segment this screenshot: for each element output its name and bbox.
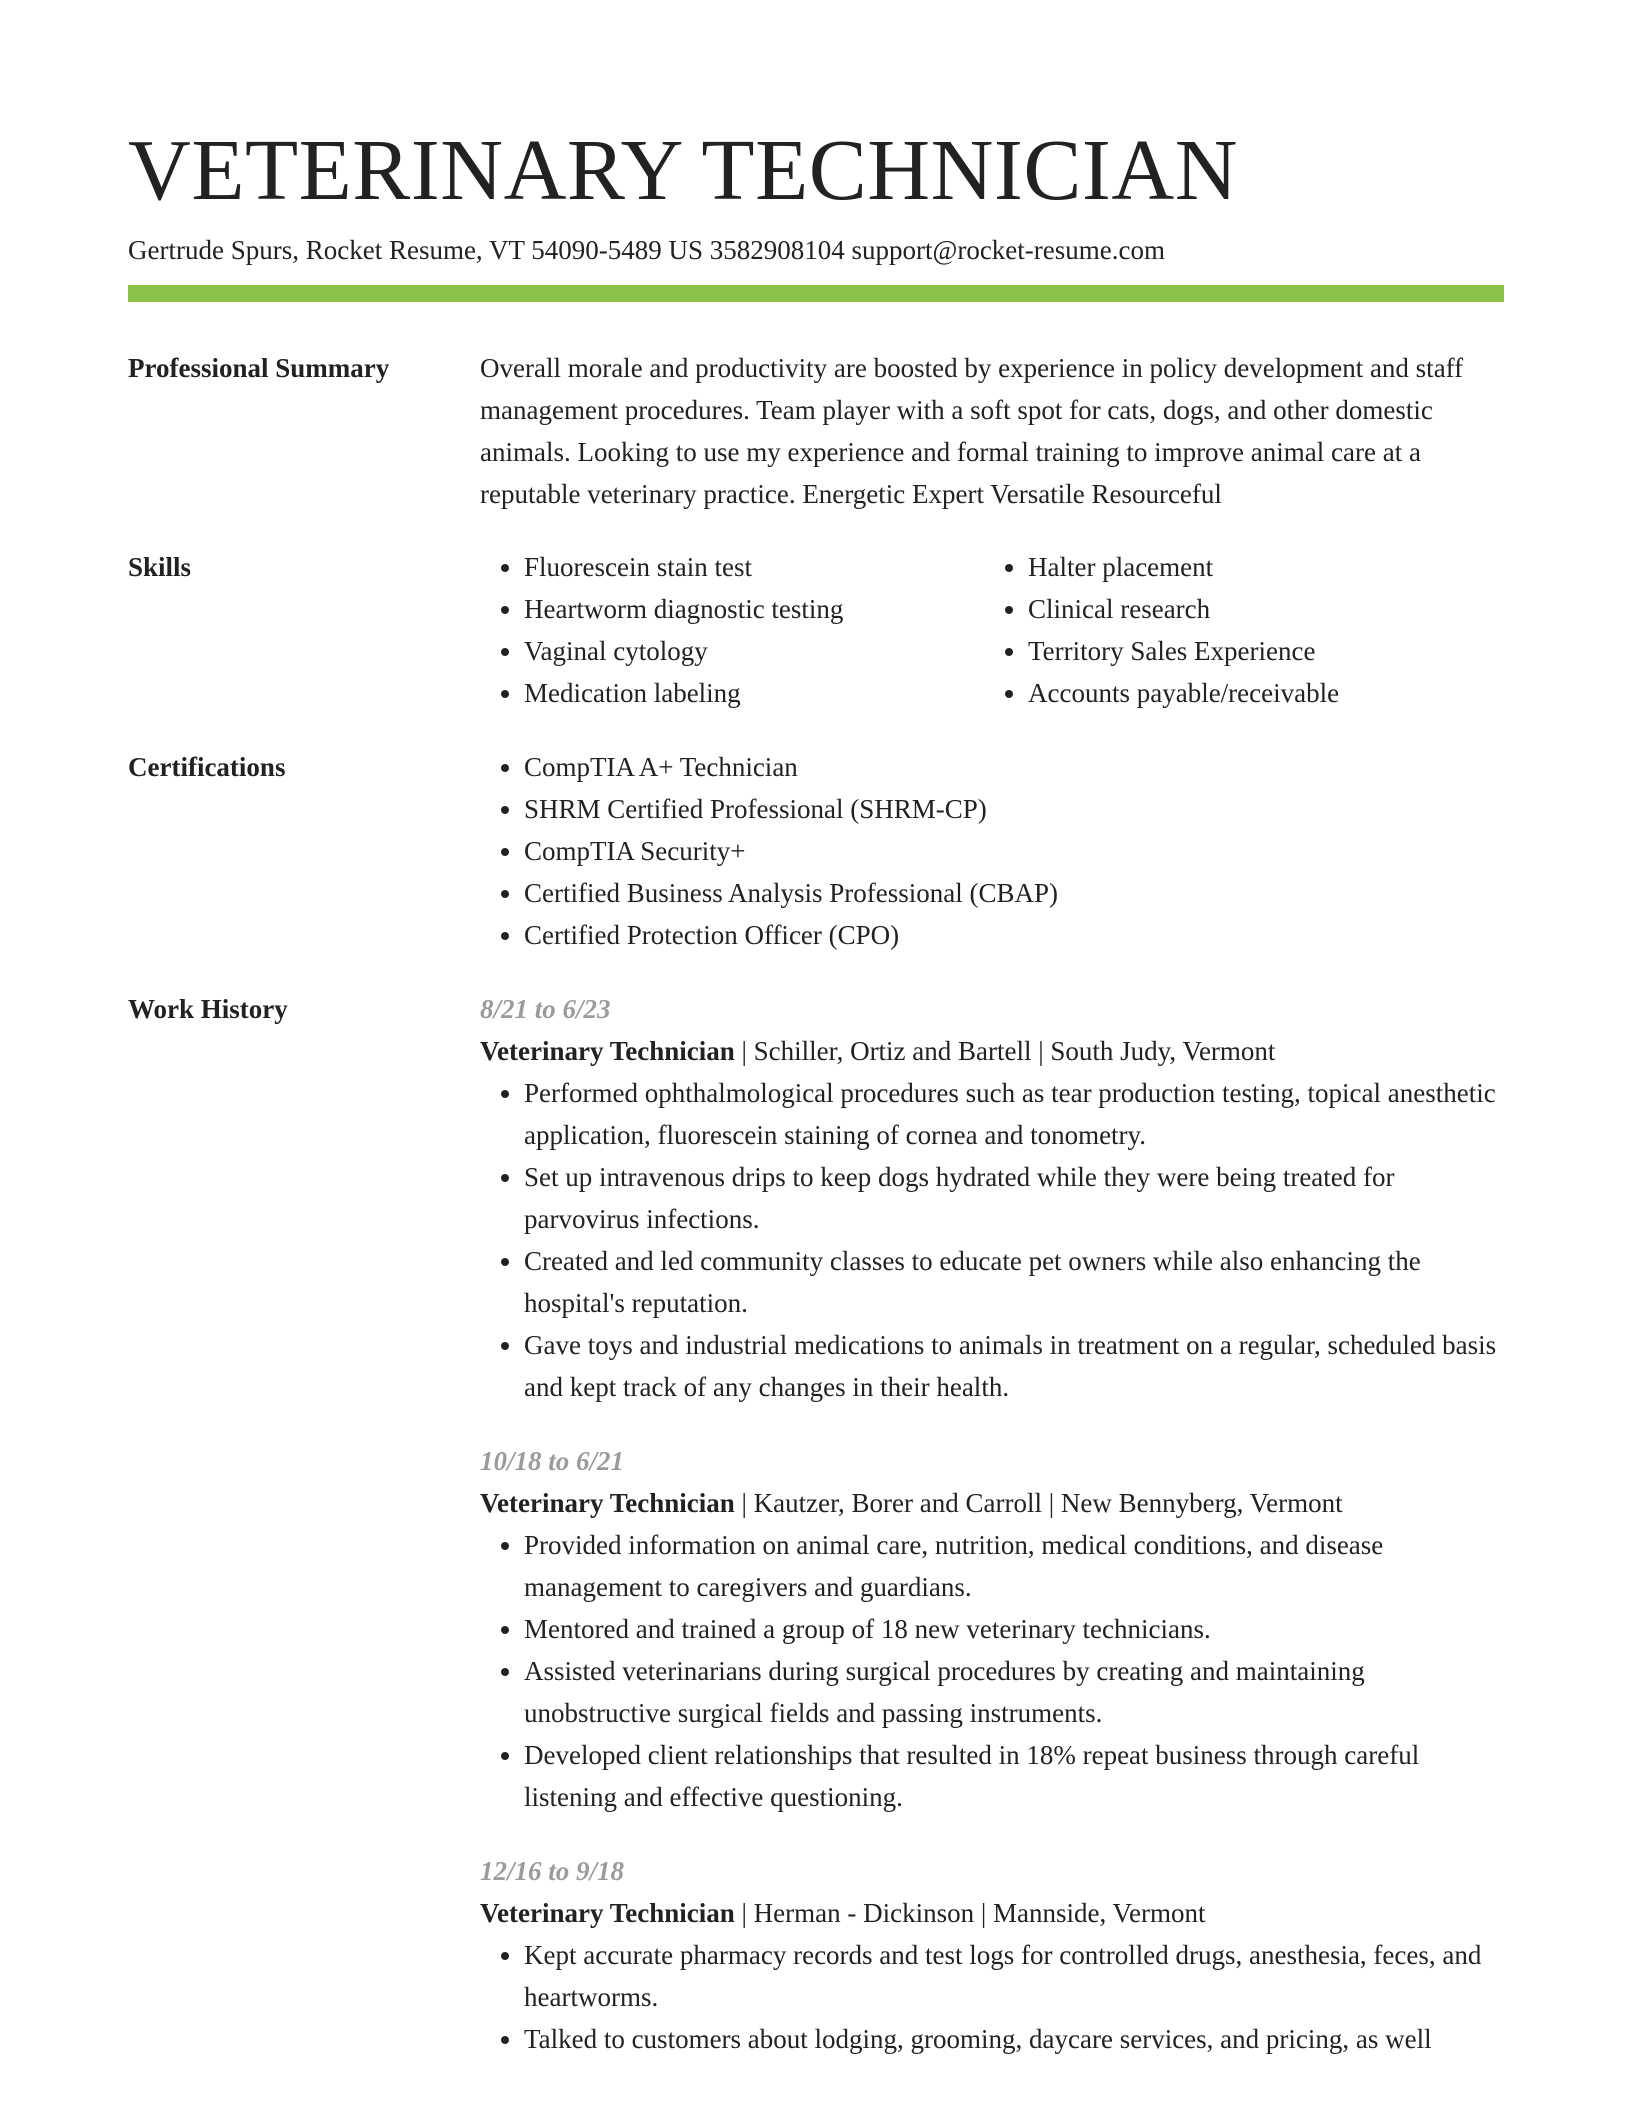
certifications-heading: Certifications [128, 752, 286, 782]
job-bullet: • Assisted veterinarians during surgical procedures by creating and maintaining unobstructive surgical fields and passing instruments. [524, 1650, 1504, 1734]
contact-location: Rocket Resume, VT 54090-5489 US [305, 235, 703, 265]
contact-person: Gertrude Spurs, [128, 235, 299, 265]
skill-item: • Halter placement [1028, 546, 1488, 588]
job-bullets [480, 1072, 1504, 1408]
job-title: Veterinary Technician [480, 1488, 735, 1518]
job-details: | Herman - Dickinson | Mannside, Vermont [734, 1898, 1206, 1928]
job-dates: 8/21 to 6/23 [480, 994, 611, 1024]
certification-item: • Certified Business Analysis Professional (CBAP) [524, 872, 1504, 914]
skills-body [480, 546, 1504, 714]
skills-grid [480, 546, 1504, 714]
job-details: | Kautzer, Borer and Carroll | New Bennyberg, Vermont [734, 1488, 1343, 1518]
job-bullets [480, 1524, 1504, 1818]
contact-email: support@rocket-resume.com [851, 235, 1165, 265]
job-bullet: • Set up intravenous drips to keep dogs hydrated while they were being treated for parvovirus infections. [524, 1156, 1504, 1240]
job-title-line [480, 1030, 1504, 1072]
skill-item: • Vaginal cytology [524, 630, 984, 672]
job-bullet: • Mentored and trained a group of 18 new veterinary technicians. [524, 1608, 1504, 1650]
job-bullet: • Gave toys and industrial medications to animals in treatment on a regular, scheduled basis and kept track of any changes in their health. [524, 1324, 1504, 1408]
contact-line [128, 232, 1504, 268]
job-bullet: • Kept accurate pharmacy records and test logs for controlled drugs, anesthesia, feces, and heartworms. [524, 1934, 1504, 2018]
certification-item: • CompTIA Security+ [524, 830, 1504, 872]
skill-item: • Heartworm diagnostic testing [524, 588, 984, 630]
work-history-body [480, 988, 1504, 2092]
job-title-line [480, 1482, 1504, 1524]
job-bullet: • Talked to customers about lodging, grooming, daycare services, and pricing, as well [524, 2018, 1504, 2060]
job-entry [480, 1850, 1504, 2060]
certifications-body [480, 746, 1504, 956]
job-dates: 10/18 to 6/21 [480, 1446, 625, 1476]
skill-item: • Territory Sales Experience [1028, 630, 1488, 672]
job-bullets [480, 1934, 1504, 2060]
job-title-line [480, 1892, 1504, 1934]
job-title: Veterinary Technician [480, 1036, 735, 1066]
job-title: Veterinary Technician [480, 1898, 735, 1928]
job-entry [480, 1440, 1504, 1818]
certification-item: • Certified Protection Officer (CPO) [524, 914, 1504, 956]
skill-item: • Clinical research [1028, 588, 1488, 630]
skills-column-2 [984, 546, 1488, 714]
skills-heading: Skills [128, 552, 192, 582]
work-history-heading: Work History [128, 994, 288, 1024]
job-bullet: • Performed ophthalmological procedures such as tear production testing, topical anesthetic application, fluorescein staining of cornea and tonometry. [524, 1072, 1504, 1156]
summary-body [480, 347, 1504, 515]
certification-item: • CompTIA A+ Technician [524, 746, 1504, 788]
resume-header [128, 120, 1504, 268]
resume-title: VETERINARY TECHNICIAN [128, 121, 1239, 218]
job-dates: 12/16 to 9/18 [480, 1856, 625, 1886]
skill-item: • Accounts payable/receivable [1028, 672, 1488, 714]
job-bullet: • Developed client relationships that resulted in 18% repeat business through careful listening and effective questioning. [524, 1734, 1504, 1818]
skills-column-1 [480, 546, 984, 714]
job-details: | Schiller, Ortiz and Bartell | South Judy, Vermont [734, 1036, 1276, 1066]
job-bullet: • Provided information on animal care, nutrition, medical conditions, and disease management to caregivers and guardians. [524, 1524, 1504, 1608]
contact-phone: 3582908104 [709, 235, 845, 265]
certification-item: • SHRM Certified Professional (SHRM-CP) [524, 788, 1504, 830]
skill-item: • Fluorescein stain test [524, 546, 984, 588]
skill-item: • Medication labeling [524, 672, 984, 714]
header-divider [128, 285, 1504, 302]
job-bullet: • Created and led community classes to educate pet owners while also enhancing the hospital's reputation. [524, 1240, 1504, 1324]
job-entry [480, 988, 1504, 1408]
summary-text: Overall morale and productivity are boosted by experience in policy development and staff management procedures. Team player with a soft spot for cats, dogs, and other domestic animals. Looking to use my experience and formal training to improve animal care at a reputable veterinary practice. Energetic Expert Versatile Resourceful [480, 353, 1464, 509]
summary-heading: Professional Summary [128, 353, 390, 383]
